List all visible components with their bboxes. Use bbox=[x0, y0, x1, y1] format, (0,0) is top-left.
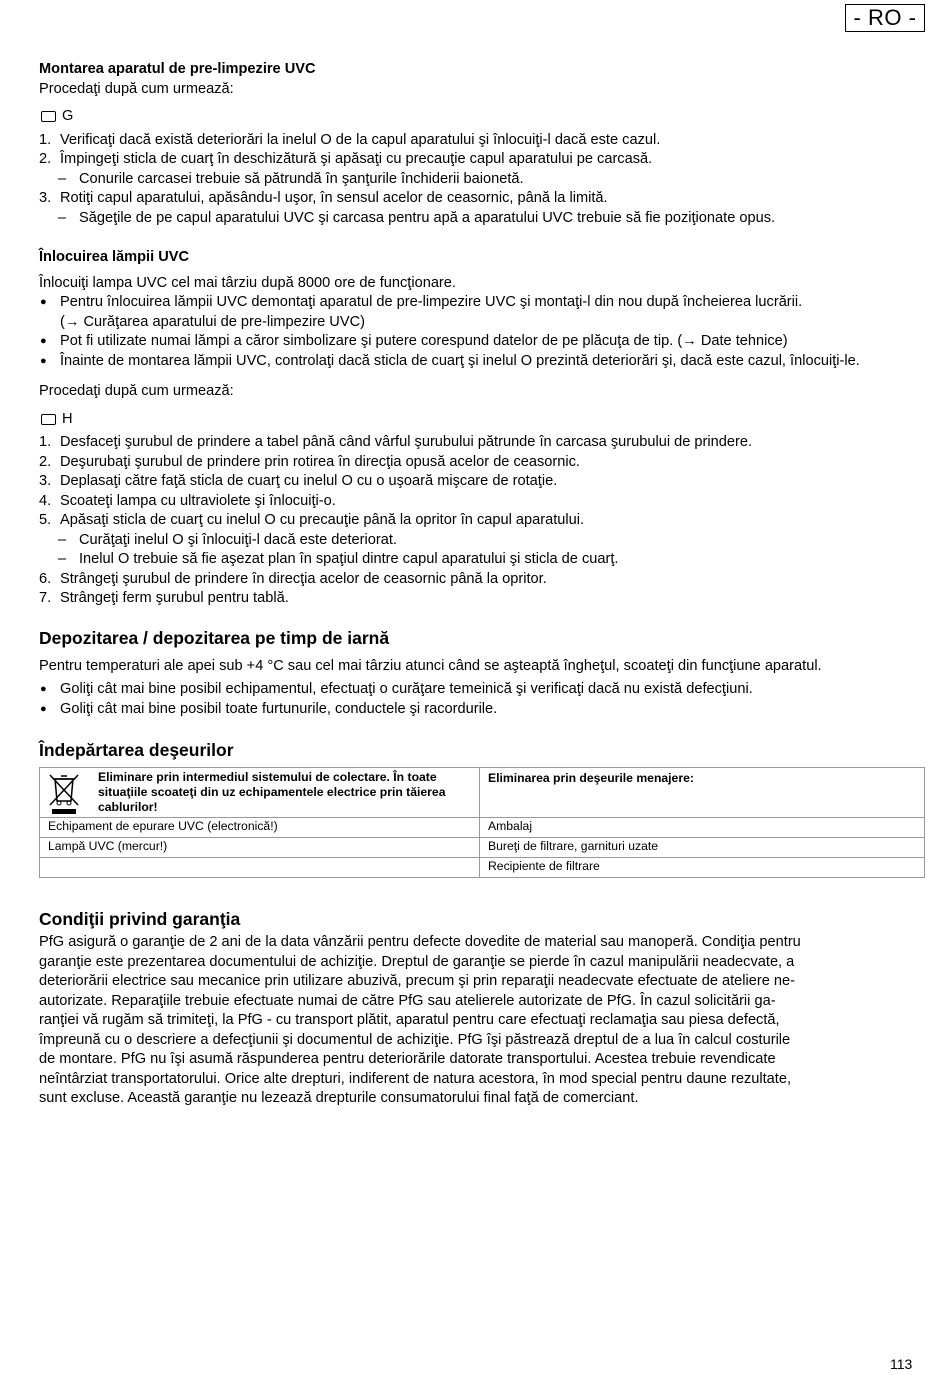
page-content bbox=[39, 60, 924, 1109]
text-line: sunt excluse. Această garanţie nu lezează drepturile consumatorului final faţă de comerciant. bbox=[39, 1090, 639, 1106]
step-number: 2. bbox=[39, 151, 52, 167]
sub-item bbox=[39, 531, 924, 551]
warranty-text bbox=[39, 933, 924, 1109]
bullet-text: Înainte de montarea lămpii UVC, controlaţi dacă sticla de cuarţ şi inelul O prezintă deteriorări şi, dacă este cazul, înlocuiţi-le. bbox=[60, 352, 860, 369]
figure-reference bbox=[39, 107, 924, 127]
bullet-marker: ● bbox=[40, 702, 47, 715]
table-cell: Ambalaj bbox=[480, 818, 925, 838]
bullet-text: Goliţi cât mai bine posibil toate furtunurile, conductele şi racordurile. bbox=[60, 700, 498, 717]
bullet-text: Goliţi cât mai bine posibil echipamentul, efectuaţi o curăţare temeinică şi verificaţi dacă nu există defecţiuni. bbox=[60, 681, 753, 697]
text-line: autorizate. Reparaţiile trebuie efectuate numai de către PfG sau atelierele autorizate de PfG. În cazul solicitării ga- bbox=[39, 992, 776, 1009]
table-header-cell: Eliminarea prin deşeurile menajere: bbox=[480, 768, 925, 818]
step-number: 1. bbox=[39, 434, 52, 450]
table-cell: Echipament de epurare UVC (electronică!) bbox=[40, 818, 480, 838]
crossed-out-bin-icon bbox=[44, 771, 84, 815]
table-row bbox=[40, 838, 925, 858]
bullet-marker: ● bbox=[40, 683, 47, 695]
section-warranty bbox=[39, 908, 924, 1109]
section-storage bbox=[39, 627, 924, 720]
table-cell bbox=[40, 858, 480, 878]
sub-item bbox=[39, 170, 924, 190]
bullet-marker: ● bbox=[40, 335, 47, 347]
bullet-text bbox=[60, 293, 924, 332]
figure-reference bbox=[39, 410, 924, 430]
bullet-marker: ● bbox=[40, 296, 47, 308]
step-text: Strângeţi ferm şurubul pentru tablă. bbox=[60, 590, 289, 606]
list-item bbox=[39, 293, 924, 332]
text-line: de montare. PfG nu îşi asumă răspunderea pentru deteriorările datorate transportului. Acestea trebuie revendicate bbox=[39, 1051, 776, 1067]
list-item bbox=[39, 511, 924, 531]
step-number: 3. bbox=[39, 473, 52, 489]
section-title: Înlocuirea lămpii UVC bbox=[39, 249, 190, 265]
table-cell: Recipiente de filtrare bbox=[480, 858, 925, 878]
section-heading: Condiţii privind garanţia bbox=[39, 909, 241, 929]
step-text: Strângeţi şurubul de prindere în direcţia acelor de ceasornic până la opritor. bbox=[60, 570, 547, 587]
text-line: împreună cu o descriere a defecţiunii şi documentul de achiziţie. PfG îşi păstrează dreptul de a lua în calcul costurile bbox=[39, 1031, 791, 1048]
sub-text: Săgeţile de pe capul aparatului UVC şi carcasa pentru apă a aparatului UVC trebuie să fie poziţionate opus. bbox=[79, 209, 776, 226]
step-number: 2. bbox=[39, 453, 52, 470]
bullet-marker: ● bbox=[40, 354, 47, 367]
list-item bbox=[39, 492, 924, 512]
intro-text: Procedaţi după cum urmează: bbox=[39, 80, 234, 97]
text-line: deteriorării electrice sau mecanice prin utilizare abuzivă, precum şi prin reparaţii neadecvate efectuate de ateliere ne- bbox=[39, 973, 796, 989]
figure-icon bbox=[41, 414, 56, 425]
bullet-line: Pentru înlocuirea lămpii UVC demontaţi aparatul de pre-limpezire UVC şi montaţi-l din nou după încheierea lucrării. bbox=[60, 294, 803, 310]
section-mount bbox=[39, 60, 924, 228]
list-item bbox=[39, 150, 924, 170]
list-item bbox=[39, 189, 924, 209]
step-number: 5. bbox=[39, 512, 52, 528]
list-item bbox=[39, 589, 924, 609]
step-number: 7. bbox=[39, 590, 52, 606]
step-number: 4. bbox=[39, 492, 52, 509]
list-item bbox=[39, 680, 924, 700]
step-text: Verificaţi dacă există deteriorări la inelul O de la capul aparatului şi înlocuiţi-l dacă este cazul. bbox=[60, 131, 661, 148]
intro-text: Înlocuiţi lampa UVC cel mai târziu după 8000 ore de funcţionare. bbox=[39, 274, 456, 291]
figure-label: G bbox=[62, 108, 74, 124]
figure-label: H bbox=[62, 410, 73, 427]
bullet-list bbox=[39, 293, 924, 371]
table-row bbox=[40, 858, 925, 878]
intro-text: Pentru temperaturi ale apei sub +4 °C sau cel mai târziu atunci când se aşteaptă îngheţul, scoateţi din funcţiune aparatul. bbox=[39, 657, 822, 674]
step-text: Desfaceţi şurubul de prindere a tabel până când vârful şurubului pătrunde în carcasa şurubului de prindere. bbox=[60, 434, 753, 450]
step-text: Deplasaţi către faţă sticla de cuarţ cu inelul O cu o uşoară mişcare de rotaţie. bbox=[60, 473, 558, 489]
bullet-text: Pot fi utilizate numai lămpi a căror simbolizare şi putere corespund datelor de pe plăcuţa de tip. (→ Date tehnice) bbox=[60, 333, 788, 349]
sub-item bbox=[39, 550, 924, 570]
dash-marker: – bbox=[58, 209, 67, 226]
sub-item bbox=[39, 209, 924, 229]
collection-note: Eliminare prin intermediul sistemului de colectare. În toate situaţiile scoateţi din uz echipamentele electrice prin tăierea cablurilor! bbox=[98, 770, 446, 814]
disposal-table bbox=[39, 767, 925, 878]
step-number: 3. bbox=[39, 190, 52, 206]
step-text: Împingeţi sticla de cuarţ în deschizătură şi apăsaţi cu precauţie capul aparatului pe carcasă. bbox=[60, 151, 653, 167]
section-replace bbox=[39, 248, 924, 609]
section-heading: Depozitarea / depozitarea pe timp de iarnă bbox=[39, 627, 390, 648]
text-line: ranţiei vă rugăm să trimiteţi, la PfG - cu transport plătit, aparatul pentru care efectuaţi reclamaţia sau piesa defectă, bbox=[39, 1012, 780, 1028]
steps-list bbox=[39, 433, 924, 609]
page-number: 113 bbox=[890, 1356, 913, 1372]
table-header-row bbox=[40, 768, 925, 818]
figure-icon bbox=[41, 111, 56, 122]
table-header-cell bbox=[40, 768, 480, 818]
step-text: Deşurubaţi şurubul de prindere prin rotirea în direcţia opusă acelor de ceasornic. bbox=[60, 453, 580, 470]
section-disposal bbox=[39, 739, 924, 878]
section-heading: Îndepărtarea deşeurilor bbox=[39, 740, 234, 760]
language-tag: - RO - bbox=[845, 4, 925, 32]
table-row bbox=[40, 818, 925, 838]
list-item bbox=[39, 352, 924, 372]
list-item bbox=[39, 433, 924, 453]
list-item bbox=[39, 131, 924, 151]
table-cell: Bureţi de filtrare, garnituri uzate bbox=[480, 838, 925, 858]
list-item bbox=[39, 332, 924, 352]
sub-text: Conurile carcasei trebuie să pătrundă în şanţurile închiderii baionetă. bbox=[79, 170, 524, 187]
bullet-list bbox=[39, 680, 924, 719]
step-text: Apăsaţi sticla de cuarţ cu inelul O cu precauţie până la opritor în capul aparatului. bbox=[60, 512, 585, 528]
dash-marker: – bbox=[58, 170, 67, 187]
table-cell: Lampă UVC (mercur!) bbox=[40, 838, 480, 858]
list-item bbox=[39, 472, 924, 492]
list-item bbox=[39, 570, 924, 590]
list-item bbox=[39, 700, 924, 720]
text-line: garanţie este prezentarea documentului de achiziţie. Dreptul de garanţie se pierde în cazul manipulării neadecvate, a bbox=[39, 953, 795, 970]
text-line: PfG asigură o garanţie de 2 ani de la data vânzării pentru defecte dovedite de material sau manoperă. Condiţia pentru bbox=[39, 934, 801, 950]
cross-reference: (→ Curăţarea aparatului de pre-limpezire UVC) bbox=[60, 313, 365, 330]
step-number: 6. bbox=[39, 570, 52, 587]
sub-text: Curăţaţi inelul O şi înlocuiţi-l dacă este deteriorat. bbox=[79, 531, 397, 548]
section-title: Montarea aparatul de pre-limpezire UVC bbox=[39, 61, 316, 77]
sub-text: Inelul O trebuie să fie aşezat plan în spaţiul dintre capul aparatului şi sticla de cuarţ. bbox=[79, 551, 619, 567]
dash-marker: – bbox=[58, 551, 67, 567]
steps-list bbox=[39, 131, 924, 229]
step-text: Rotiţi capul aparatului, apăsându-l uşor, în sensul acelor de ceasornic, până la limită. bbox=[60, 190, 608, 206]
intro-text: Procedaţi după cum urmează: bbox=[39, 383, 234, 399]
dash-marker: – bbox=[58, 531, 67, 548]
step-number: 1. bbox=[39, 131, 52, 148]
list-item bbox=[39, 453, 924, 473]
step-text: Scoateţi lampa cu ultraviolete şi înlocuiţi-o. bbox=[60, 492, 336, 509]
text-line: neîntârziat transportatorului. Orice alte drepturi, indiferent de natura acestora, în mod special pentru daune rezultate, bbox=[39, 1070, 792, 1087]
